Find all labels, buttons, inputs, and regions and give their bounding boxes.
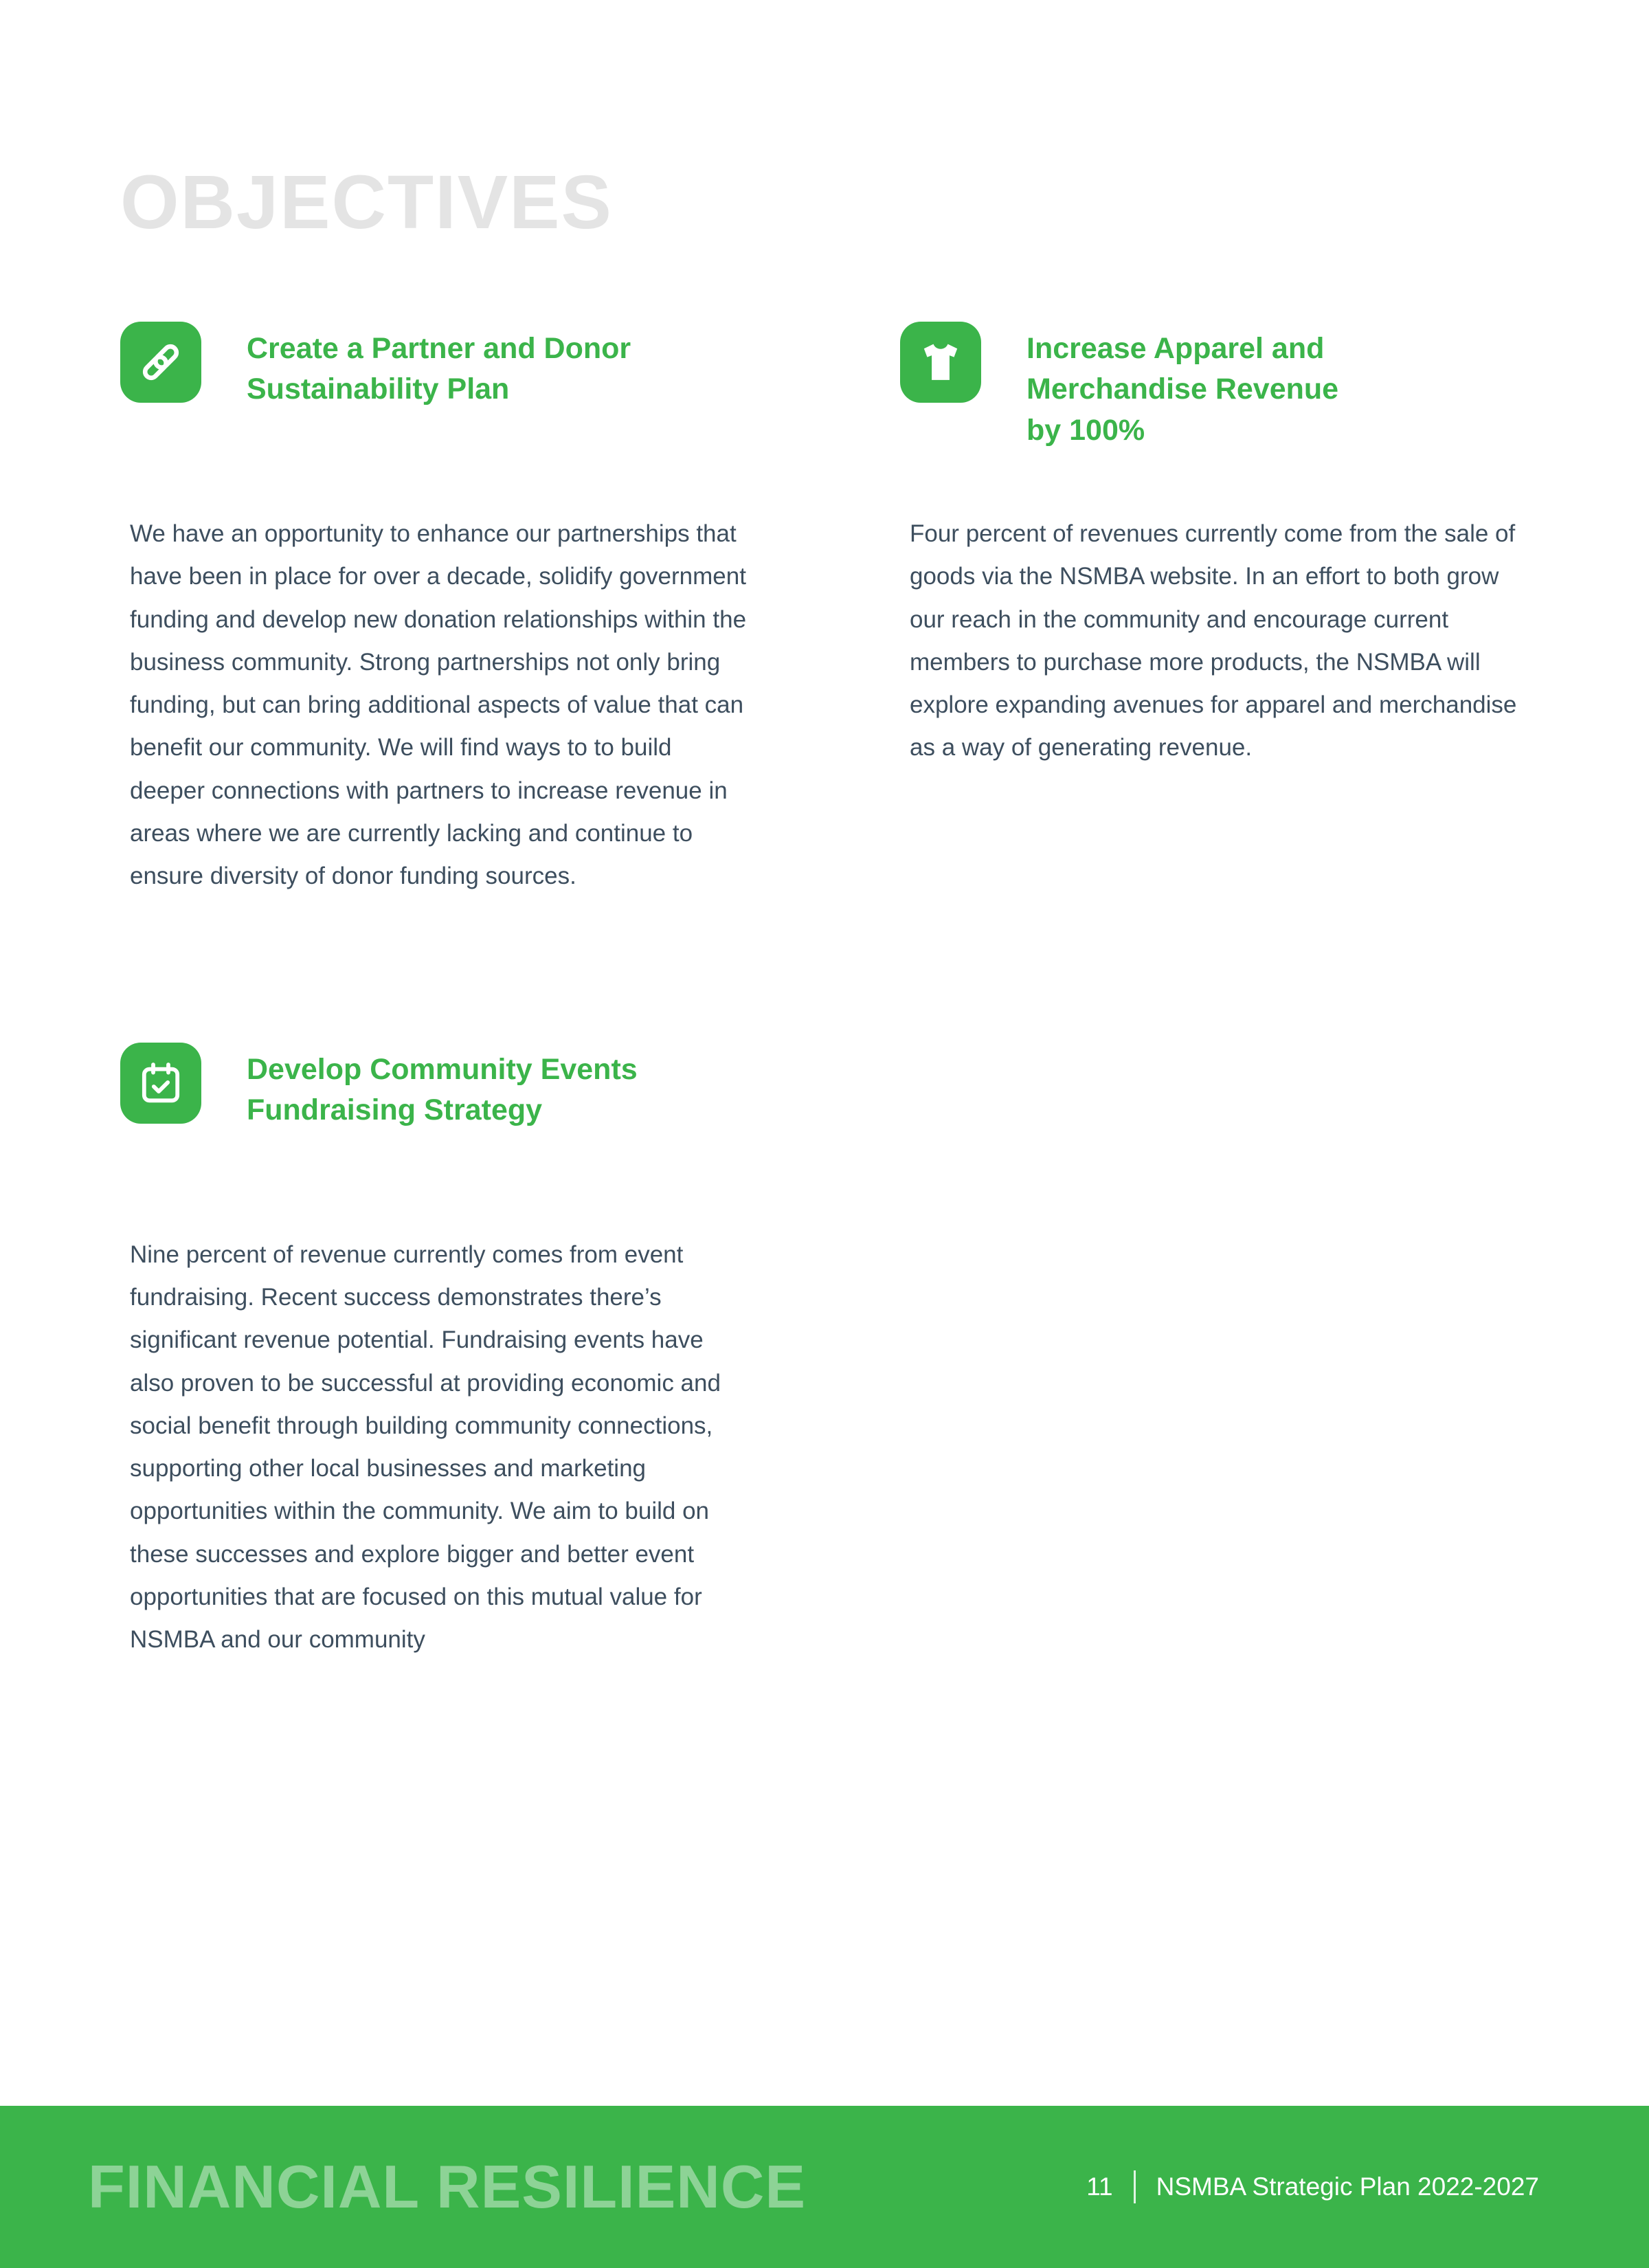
footer-divider-line [1134, 2170, 1136, 2203]
objective-community-events [120, 1043, 752, 1662]
calendar-check-icon [120, 1043, 201, 1124]
objective-body: We have an opportunity to enhance our partnerships that have been in place for over a decade, solidify government funding and develop new donation relationships within the business community. Strong partnerships not only bring funding, but can bring additional aspects of value that can benefit our community. We will find ways to to build deeper connections with partners to increase revenue in areas where we are currently lacking and continue to ensure diversity of donor funding sources. [130, 520, 747, 890]
footer-section-title: FINANCIAL RESILIENCE [88, 2153, 807, 2221]
footer-band [0, 2106, 1649, 2268]
objective-body: Four percent of revenues currently come from the sale of goods via the NSMBA website. In an effort to both grow our reach in the community and encourage current members to purchase more products, the NSMBA will explore expanding avenues for apparel and merchandise as a way of generating revenue. [910, 520, 1517, 761]
objective-partner-donor [120, 322, 752, 898]
objective-apparel-merchandise [900, 322, 1532, 770]
objective-title: Develop Community Events Fundraising Strategy [247, 1052, 638, 1126]
right-column [900, 322, 1532, 770]
objective-title: Increase Apparel and Merchandise Revenue by 100% [1027, 332, 1339, 447]
objective-header [120, 1043, 752, 1234]
objectives-grid [120, 322, 1532, 1662]
link-icon [120, 322, 201, 403]
tshirt-icon [900, 322, 981, 403]
footer-meta [1086, 2170, 1539, 2203]
objective-header [900, 322, 1532, 513]
objective-title: Create a Partner and Donor Sustainability Plan [247, 332, 631, 406]
document-title: NSMBA Strategic Plan 2022-2027 [1156, 2172, 1539, 2201]
page-title: OBJECTIVES [120, 160, 613, 245]
left-column [120, 322, 752, 1662]
objective-header [120, 322, 752, 513]
page-number: 11 [1086, 2172, 1113, 2201]
objective-body: Nine percent of revenue currently comes from event fundraising. Recent success demonstrates there’s significant revenue potential. Fundraising events have also proven to be successful at providing economic and social benefit through building community connections, supporting other local businesses and marketing opportunities within the community. We aim to build on these successes and explore bigger and better event opportunities that are focused on this mutual value for NSMBA and our community [130, 1241, 721, 1654]
